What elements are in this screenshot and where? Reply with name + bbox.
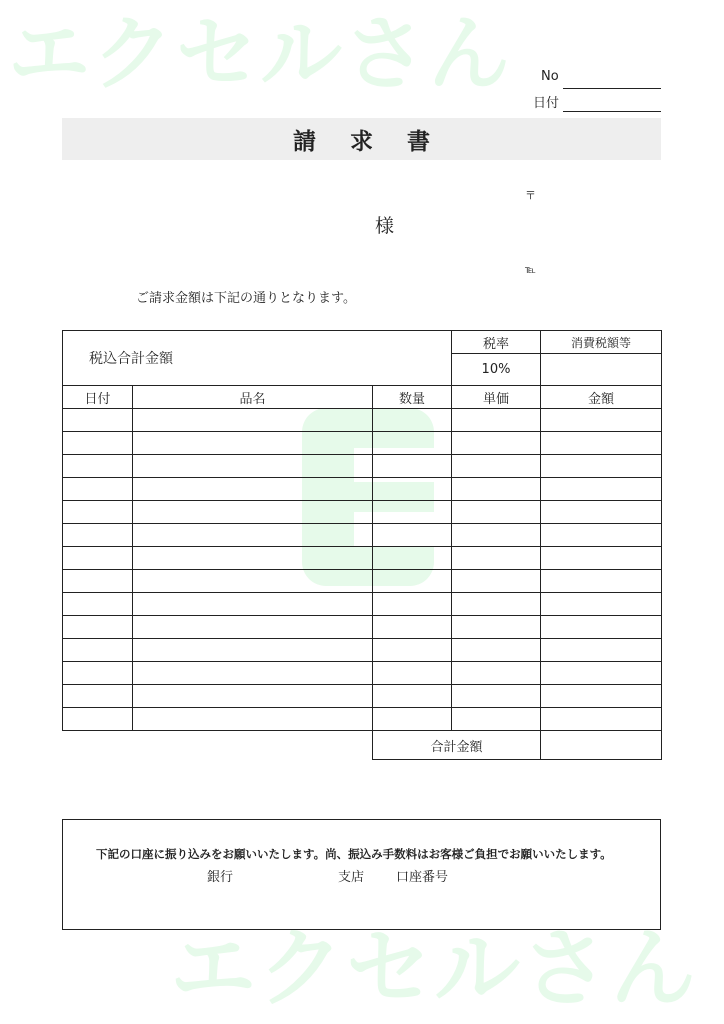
table-cell[interactable] xyxy=(373,524,452,547)
table-cell[interactable] xyxy=(63,478,133,501)
table-cell[interactable] xyxy=(133,662,373,685)
table-cell[interactable] xyxy=(541,432,662,455)
table-cell[interactable] xyxy=(63,409,133,432)
consumption-tax-label: 消費税額等 xyxy=(541,331,662,354)
column-header: 単価 xyxy=(452,386,541,409)
table-row xyxy=(63,432,662,455)
table-cell[interactable] xyxy=(63,639,133,662)
table-cell[interactable] xyxy=(133,524,373,547)
page-title: 請求書 xyxy=(293,128,464,155)
consumption-tax-value[interactable] xyxy=(541,354,662,386)
table-cell[interactable] xyxy=(63,524,133,547)
table-cell[interactable] xyxy=(63,708,133,731)
table-cell[interactable] xyxy=(373,432,452,455)
table-cell[interactable] xyxy=(452,524,541,547)
table-cell[interactable] xyxy=(541,455,662,478)
table-cell[interactable] xyxy=(541,478,662,501)
table-cell[interactable] xyxy=(452,455,541,478)
table-cell[interactable] xyxy=(541,662,662,685)
table-cell[interactable] xyxy=(63,593,133,616)
table-cell[interactable] xyxy=(541,708,662,731)
table-cell[interactable] xyxy=(541,685,662,708)
table-cell[interactable] xyxy=(452,432,541,455)
table-cell[interactable] xyxy=(133,708,373,731)
account-label: 口座番号 xyxy=(396,870,449,885)
grand-total-row xyxy=(63,731,662,760)
table-cell[interactable] xyxy=(63,432,133,455)
table-cell[interactable] xyxy=(452,409,541,432)
table-row xyxy=(63,409,662,432)
table-cell[interactable] xyxy=(541,616,662,639)
table-row xyxy=(63,708,662,731)
column-header: 日付 xyxy=(63,386,133,409)
table-cell[interactable] xyxy=(541,547,662,570)
table-cell[interactable] xyxy=(373,547,452,570)
table-row xyxy=(63,662,662,685)
table-row xyxy=(63,547,662,570)
table-row xyxy=(63,478,662,501)
table-cell[interactable] xyxy=(541,570,662,593)
blank-cell xyxy=(63,731,373,760)
tax-rate-value[interactable]: 10% xyxy=(452,354,541,386)
no-field[interactable] xyxy=(563,88,661,89)
table-row xyxy=(63,593,662,616)
table-cell[interactable] xyxy=(452,501,541,524)
table-cell[interactable] xyxy=(452,593,541,616)
table-cell[interactable] xyxy=(133,547,373,570)
table-cell[interactable] xyxy=(133,409,373,432)
tel-label: ℡ xyxy=(525,265,536,276)
intro-text: ご請求金額は下記の通りとなります。 xyxy=(136,291,356,306)
column-header: 品名 xyxy=(133,386,373,409)
table-cell[interactable] xyxy=(63,616,133,639)
table-cell[interactable] xyxy=(63,455,133,478)
table-row xyxy=(63,524,662,547)
table-cell[interactable] xyxy=(373,662,452,685)
column-header: 金額 xyxy=(541,386,662,409)
table-cell[interactable] xyxy=(373,593,452,616)
table-cell[interactable] xyxy=(63,662,133,685)
recipient-honorific: 様 xyxy=(375,215,395,237)
table-cell[interactable] xyxy=(133,639,373,662)
table-cell[interactable] xyxy=(63,501,133,524)
table-cell[interactable] xyxy=(373,501,452,524)
postal-mark: 〒 xyxy=(525,189,536,202)
column-header-row xyxy=(63,386,662,409)
table-cell[interactable] xyxy=(452,570,541,593)
watermark-top: エクセルさん xyxy=(8,7,513,102)
table-cell[interactable] xyxy=(373,639,452,662)
table-cell[interactable] xyxy=(133,501,373,524)
table-cell[interactable] xyxy=(373,478,452,501)
table-cell[interactable] xyxy=(452,639,541,662)
table-cell[interactable] xyxy=(452,616,541,639)
column-header: 数量 xyxy=(373,386,452,409)
tax-rate-label: 税率 xyxy=(452,331,541,354)
date-label: 日付 xyxy=(533,96,560,111)
title-bar xyxy=(62,118,661,160)
table-row xyxy=(63,685,662,708)
table-cell[interactable] xyxy=(373,708,452,731)
bank-note: 下記の口座に振り込みをお願いいたします。尚、振込み手数料はお客様ご負担でお願いいたします。 xyxy=(96,847,612,861)
table-cell[interactable] xyxy=(373,455,452,478)
table-row xyxy=(63,501,662,524)
total-with-tax-label: 税込合計金額 xyxy=(63,331,452,386)
table-row xyxy=(63,639,662,662)
table-cell[interactable] xyxy=(452,547,541,570)
table-cell[interactable] xyxy=(133,593,373,616)
grand-total-label: 合計金額 xyxy=(373,731,541,760)
table-cell[interactable] xyxy=(133,570,373,593)
table-cell[interactable] xyxy=(452,662,541,685)
no-label: No xyxy=(541,69,559,84)
bank-info-box xyxy=(62,819,661,930)
table-cell[interactable] xyxy=(541,524,662,547)
table-cell[interactable] xyxy=(133,616,373,639)
invoice-table xyxy=(62,330,662,760)
table-cell[interactable] xyxy=(133,478,373,501)
table-cell[interactable] xyxy=(373,685,452,708)
table-cell[interactable] xyxy=(452,708,541,731)
table-cell[interactable] xyxy=(541,501,662,524)
table-cell[interactable] xyxy=(541,593,662,616)
table-row xyxy=(63,570,662,593)
table-cell[interactable] xyxy=(133,432,373,455)
table-cell[interactable] xyxy=(133,455,373,478)
table-row xyxy=(63,455,662,478)
table-cell[interactable] xyxy=(63,685,133,708)
table-cell[interactable] xyxy=(133,685,373,708)
date-field[interactable] xyxy=(563,111,661,112)
table-row xyxy=(63,616,662,639)
table-cell[interactable] xyxy=(541,639,662,662)
table-cell[interactable] xyxy=(63,570,133,593)
table-cell[interactable] xyxy=(373,409,452,432)
table-cell[interactable] xyxy=(63,547,133,570)
table-cell[interactable] xyxy=(452,478,541,501)
branch-label: 支店 xyxy=(338,870,365,885)
table-cell[interactable] xyxy=(373,616,452,639)
bank-label: 銀行 xyxy=(207,870,234,885)
watermark-bottom: エクセルさん xyxy=(170,919,698,1019)
grand-total-value[interactable] xyxy=(541,731,662,760)
table-cell[interactable] xyxy=(452,685,541,708)
table-cell[interactable] xyxy=(541,409,662,432)
table-cell[interactable] xyxy=(373,570,452,593)
